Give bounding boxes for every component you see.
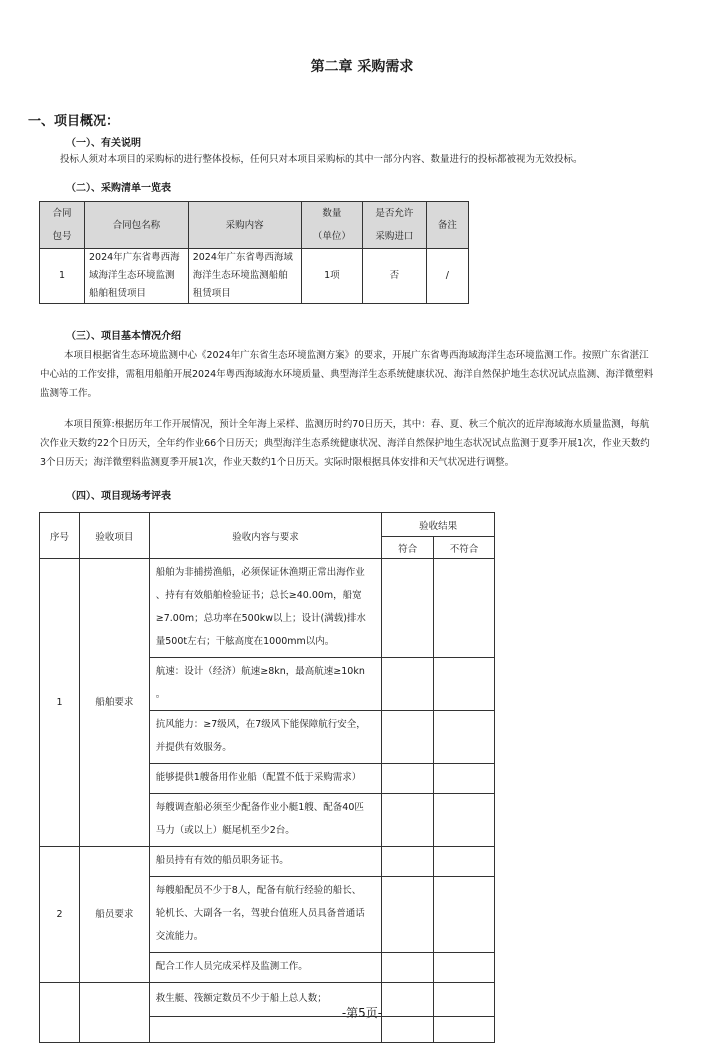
section-heading: 一、项目概况： [28, 114, 120, 129]
evaluation-table [39, 512, 495, 1043]
pass-cell [382, 764, 434, 794]
cell-name: 2024年广东省粤西海 域海洋生态环境监测 船舶租赁项目 [85, 249, 189, 304]
requirement-cell: 航速：设计（经济）航速≥8kn，最高航速≥10kn 。 [149, 658, 381, 711]
table-header-row [40, 202, 469, 249]
sub-heading-evaluation-table: （四）、项目现场考评表 [66, 491, 171, 502]
header-note: 备注 [426, 202, 468, 249]
requirement-cell: 配合工作人员完成采样及监测工作。 [149, 953, 381, 983]
table-row [40, 559, 495, 658]
pass-cell [382, 953, 434, 983]
sub-heading-project-intro: （三）、项目基本情况介绍 [66, 331, 181, 342]
fail-cell [434, 559, 495, 658]
fail-cell [434, 877, 495, 953]
header-seq: 序号 [40, 513, 80, 559]
pass-cell [382, 794, 434, 847]
pass-cell [382, 877, 434, 953]
header-pass: 符合 [382, 537, 434, 559]
header-contract-no: 合同 包号 [40, 202, 85, 249]
header-contract-name: 合同包名称 [85, 202, 189, 249]
cell-no: 1 [40, 249, 85, 304]
cell-content: 2024年广东省粤西海域 海洋生态环境监测船舶 租赁项目 [188, 249, 301, 304]
notes-text: 投标人须对本项目的采购标的进行整体投标，任何只对本项目采购标的其中一部分内容、数量进行的投标都被视为无效投标。 [60, 154, 583, 165]
fail-cell [434, 658, 495, 711]
eval-header-row [40, 513, 495, 537]
fail-cell [434, 794, 495, 847]
cell-import: 否 [363, 249, 427, 304]
seq-cell: 2 [40, 847, 80, 983]
cell-note: / [426, 249, 468, 304]
requirement-cell: 抗风能力：≥7级风，在7级风下能保障航行安全， 并提供有效服务。 [149, 711, 381, 764]
pass-cell [382, 559, 434, 658]
item-cell: 船员要求 [79, 847, 149, 983]
pass-cell [382, 847, 434, 877]
requirement-cell: 每艘船配员不少于8人，配备有航行经验的船长、 轮机长、大副各一名，驾驶台值班人员具备普通话 交流能力。 [149, 877, 381, 953]
seq-cell: 1 [40, 559, 80, 847]
intro-paragraph-2: 本项目预算:根据历年工作开展情况，预计全年海上采样、监测历时约70日历天，其中：春、夏、秋三个航次的近岸海域海水质量监测，每航 次作业天数约22个日历天，全年约作业66个日历天；典型海洋生态系统健康状况、海洋自然保护地生态状况试点监测于夏季开展1次，作业天数约 3个日历天；海洋微塑料监测夏季开展1次，作业天数约1个日历天。实际时限根据具体安排和天气状况进行调整。 [40, 419, 650, 468]
pass-cell [382, 658, 434, 711]
header-import: 是否允许 采购进口 [363, 202, 427, 249]
header-result: 验收结果 [382, 513, 495, 537]
procurement-list-table [39, 201, 469, 304]
table-row [40, 847, 495, 877]
item-cell: 船舶要求 [79, 559, 149, 847]
header-content: 采购内容 [188, 202, 301, 249]
chapter-title: 第二章 采购需求 [310, 59, 414, 75]
sub-heading-notes: （一）、有关说明 [66, 138, 141, 149]
header-fail: 不符合 [434, 537, 495, 559]
sub-heading-procurement-list: （二）、采购清单一览表 [66, 183, 171, 194]
requirement-cell: 船员持有有效的船员职务证书。 [149, 847, 381, 877]
requirement-cell: 能够提供1艘备用作业船（配置不低于采购需求） [149, 764, 381, 794]
fail-cell [434, 711, 495, 764]
requirement-cell: 每艘调查船必须至少配备作业小艇1艘、配备40匹 马力（或以上）艇尾机至少2台。 [149, 794, 381, 847]
header-item: 验收项目 [79, 513, 149, 559]
table-row [40, 249, 469, 304]
header-requirements: 验收内容与要求 [149, 513, 381, 559]
header-quantity: 数量 （单位） [301, 202, 362, 249]
fail-cell [434, 764, 495, 794]
requirement-cell: 救生艇、筏额定数员不少于船上总人数； [149, 983, 381, 1017]
pass-cell [382, 711, 434, 764]
page-number: -第5页- [341, 1006, 383, 1020]
intro-paragraph-1: 本项目根据省生态环境监测中心《2024年广东省生态环境监测方案》的要求，开展广东省粤西海域海洋生态环境监测工作。按照广东省湛江 中心站的工作安排，需租用船舶开展2024年粤西海域海水环境质量、典型海洋生态系统健康状况、海洋自然保护地生态状况试点监测、海洋微塑料 监测等工作。 [40, 350, 654, 399]
fail-cell [434, 847, 495, 877]
fail-cell [434, 953, 495, 983]
requirement-cell: 船舶为非捕捞渔船，必须保证休渔期正常出海作业 、持有有效船舶检验证书；总长≥40.00m，船宽 ≥7.00m；总功率在500kw以上；设计(满载)排水 量500t左右；干舷高度在1000mm以内。 [149, 559, 381, 658]
cell-qty: 1项 [301, 249, 362, 304]
